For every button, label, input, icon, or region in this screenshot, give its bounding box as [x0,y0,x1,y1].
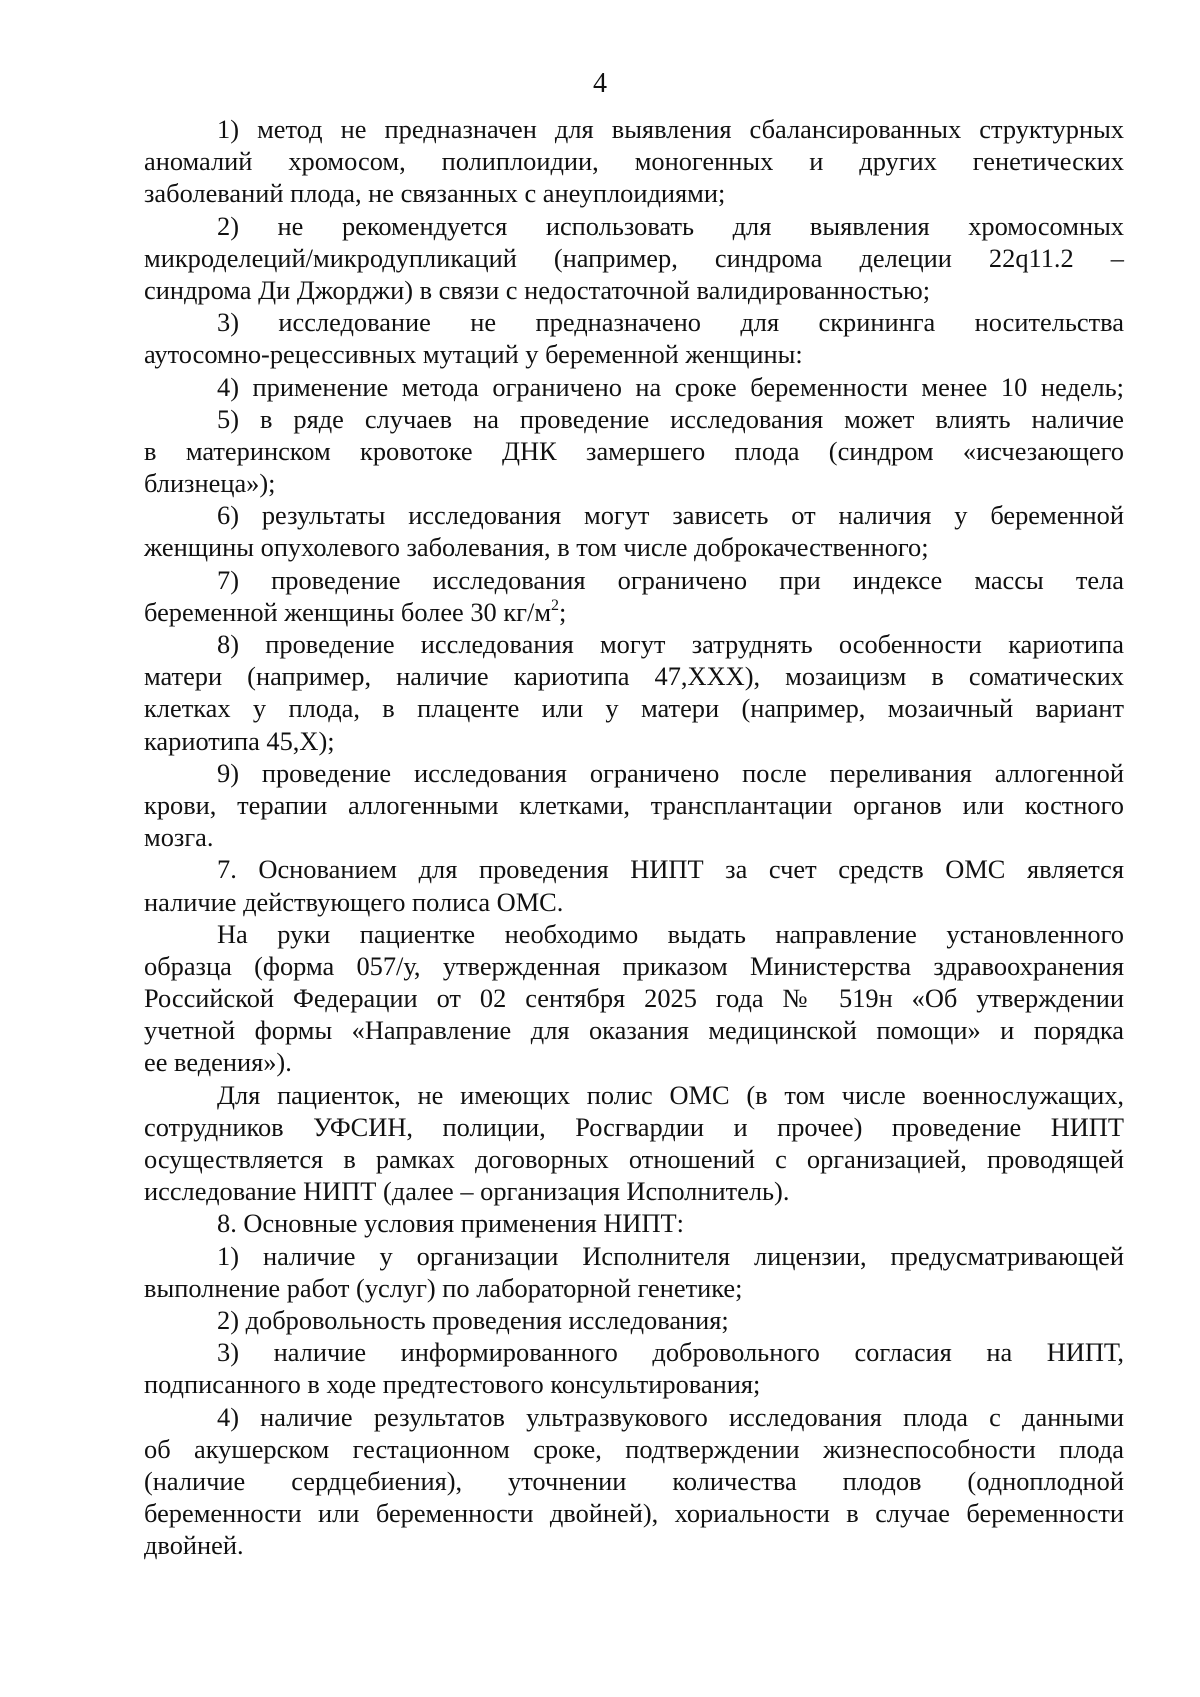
superscript: 2 [551,596,560,614]
text-line: 2) добровольность проведения исследования; [217,1304,729,1335]
text-line: 8) проведение исследования могут затруднять особенности кариотипа [217,629,1124,659]
text-line: подписанного в ходе предтестового консультирования; [144,1369,761,1400]
text-line: 8. Основные условия применения НИПТ: [217,1208,685,1239]
text-line: кариотипа 45,X); [144,725,335,756]
text-line: об акушерском гестационном сроке, подтверждении жизнеспособности плода [144,1433,1124,1464]
text-line: близнеца»); [144,468,276,499]
text-line: клетках у плода, в плаценте или у матери (например, мозаичный вариант [144,693,1124,724]
text-line: 7) проведение исследования ограничено при индексе массы тела [217,564,1124,595]
text-line: микроделеций/микродупликаций (например, синдрома делеции 22q11.2 – [144,242,1124,273]
text-line: беременной женщины более 30 кг/м [144,596,552,627]
text-line: матери (например, наличие кариотипа 47,XXX), мозаицизм в соматических [144,661,1124,692]
text-line: 1) метод не предназначен для выявления сбалансированных структурных [217,114,1124,144]
text-line: На руки пациентке необходимо выдать направление установленного [217,918,1124,949]
text-line: двойней. [144,1530,244,1561]
text-line: сотрудников УФСИН, полиции, Росгвардии и прочее) проведение НИПТ [144,1111,1124,1142]
text-line: выполнение работ (услуг) по лабораторной генетике; [144,1272,743,1303]
text-line: 2) не рекомендуется использовать для выявления хромосомных [217,210,1124,241]
text-line: осуществляется в рамках договорных отношений с организацией, проводящей [144,1144,1124,1174]
text-line: ее ведения»). [144,1047,292,1078]
text-line: Российской Федерации от 02 сентября 2025 года № 519н «Об утверждении [144,983,1124,1014]
text-line: исследование НИПТ (далее – организация Исполнитель). [144,1176,790,1207]
text-line: аномалий хромосом, полиплоидии, моногенных и других генетических [144,146,1124,177]
text-line: аутосомно-рецессивных мутаций у беременной женщины: [144,339,803,370]
text-line: 6) результаты исследования могут зависеть от наличия у беременной [217,500,1124,531]
text-line: мозга. [144,822,214,853]
text-line: заболеваний плода, не связанных с анеуплоидиями; [144,178,726,209]
line-end-punctuation: ; [559,596,567,627]
text-line: 3) исследование не предназначено для скрининга носительства [217,307,1124,338]
text-line: 3) наличие информированного добровольного согласия на НИПТ, [217,1337,1124,1368]
text-line: Для пациенток, не имеющих полис ОМС (в том числе военнослужащих, [217,1079,1124,1110]
text-line: в материнском кровотоке ДНК замершего плода (синдром «исчезающего [144,435,1124,466]
text-line: беременности или беременности двойней), хориальности в случае беременности [144,1498,1124,1529]
text-line: 9) проведение исследования ограничено после переливания аллогенной [217,757,1124,788]
text-line: крови, терапии аллогенными клетками, трансплантации органов или костного [144,789,1124,820]
page-number: 4 [593,68,607,99]
text-line: наличие действующего полиса ОМС. [144,886,564,917]
text-line: женщины опухолевого заболевания, в том числе доброкачественного; [144,532,929,563]
text-line: 4) применение метода ограничено на сроке беременности менее 10 недель; [217,371,1124,402]
text-line: учетной формы «Направление для оказания медицинской помощи» и порядка [144,1015,1124,1046]
text-line: 7. Основанием для проведения НИПТ за счет средств ОМС является [217,854,1124,885]
text-line: синдрома Ди Джорджи) в связи с недостаточной валидированностью; [144,274,931,305]
document-body [144,113,1124,1561]
text-line-with-superscript [144,596,1124,628]
text-line: 1) наличие у организации Исполнителя лицензии, предусматривающей [217,1240,1124,1271]
text-line: образца (форма 057/у, утвержденная приказом Министерства здравоохранения [144,950,1124,981]
text-line: 4) наличие результатов ультразвукового исследования плода с данными [217,1401,1124,1432]
text-line: 5) в ряде случаев на проведение исследования может влиять наличие [217,403,1124,434]
text-line: (наличие сердцебиения), уточнении количества плодов (однoплодной [144,1465,1124,1496]
